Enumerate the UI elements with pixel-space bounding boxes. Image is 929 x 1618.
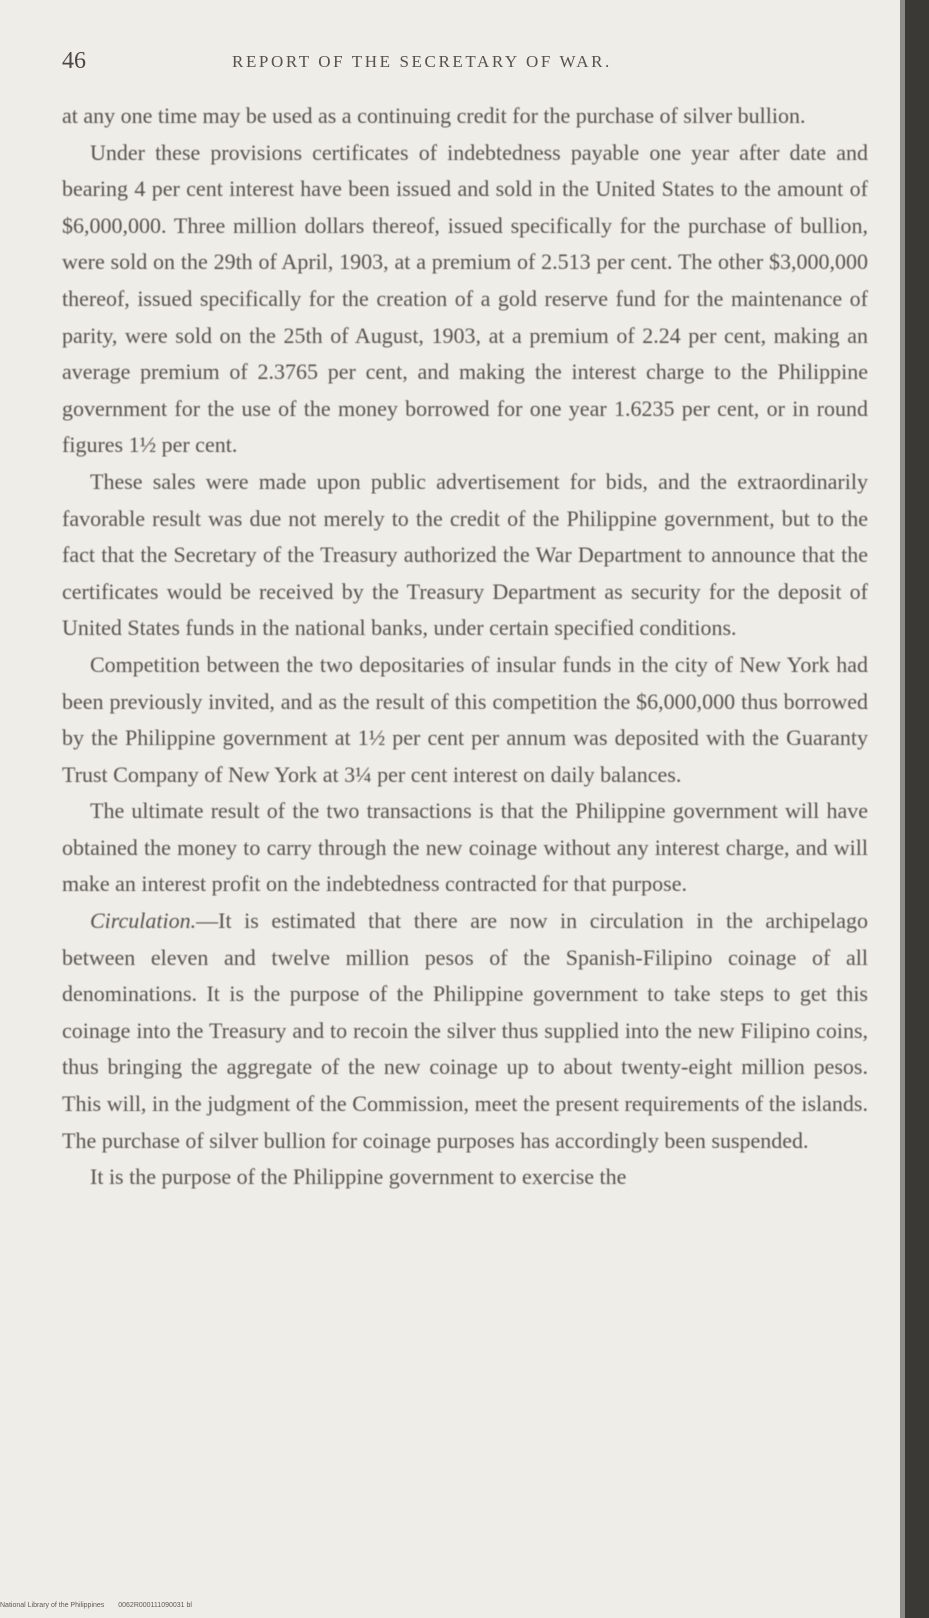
page-number: 46 [62,48,86,74]
footer-id: 0062R000111090031 bl [118,1602,192,1609]
page-header [62,48,868,78]
paragraph: These sales were made upon public advertisement for bids, and the extraordinarily favorable result was due not merely to the credit of the Philippine government, but to the fact that the Secretary of the Treasury authorized the War Department to announce that the certificates would be received by the Treasury Department as security for the deposit of United States funds in the national banks, under certain specified conditions. [62,468,868,641]
paragraph: It is the purpose of the Philippine government to exercise the [90,1164,627,1190]
scan-border [905,0,929,1618]
circulation-heading: Circulation. [90,908,197,934]
paragraph: The ultimate result of the two transactions is that the Philippine government will have obtained the money to carry through the new coinage without any interest charge, and will make an interest profit on the indebtedness contracted for that purpose. [62,798,868,897]
paragraph-circulation [62,903,868,1159]
footer-source: National Library of the Philippines [0,1602,105,1609]
circulation-text: —It is estimated that there are now in circulation in the archipelago between eleven and twelve million pesos of the Spanish-Filipino coinage of all denominations. It is the purpose of the Philippine government to take steps to get this coinage into the Treasury and to recoin the silver thus supplied into the new Filipino coins, thus bringing the aggregate of the new coinage up to about twenty-eight million pesos. This will, in the judgment of the Commission, meet the present requirements of the islands. The purchase of silver bullion for coinage purposes has accordingly been suspended. [62,908,868,1153]
paragraph: at any one time may be used as a continuing credit for the purchase of silver bullion. [62,103,806,128]
paragraph: Under these provisions certificates of indebtedness payable one year after date and bearing 4 per cent interest have been issued and sold in the United States to the amount of $6,000,000. Three million dollars thereof, issued specifically for the purchase of bullion, were sold on the 29th of April, 1903, at a premium of 2.513 per cent. The other $3,000,000 thereof, issued specifically for the creation of a gold reserve fund for the maintenance of parity, were sold on the 25th of August, 1903, at a premium of 2.24 per cent, making an average premium of 2.3765 per cent, and making the interest charge to the Philippine government for the use of the money borrowed for one year 1.6235 per cent, or in round figures 1½ per cent. [62,139,868,458]
scan-footer [0,1602,204,1609]
body-text [62,98,868,1196]
paragraph: Competition between the two depositaries of insular funds in the city of New York had been previously invited, and as the result of this competition the $6,000,000 thus borrowed by the Philippine government at 1½ per cent per annum was deposited with the Guaranty Trust Company of New York at 3¼ per cent interest on daily balances. [62,651,868,787]
running-title: REPORT OF THE SECRETARY OF WAR. [232,52,612,71]
